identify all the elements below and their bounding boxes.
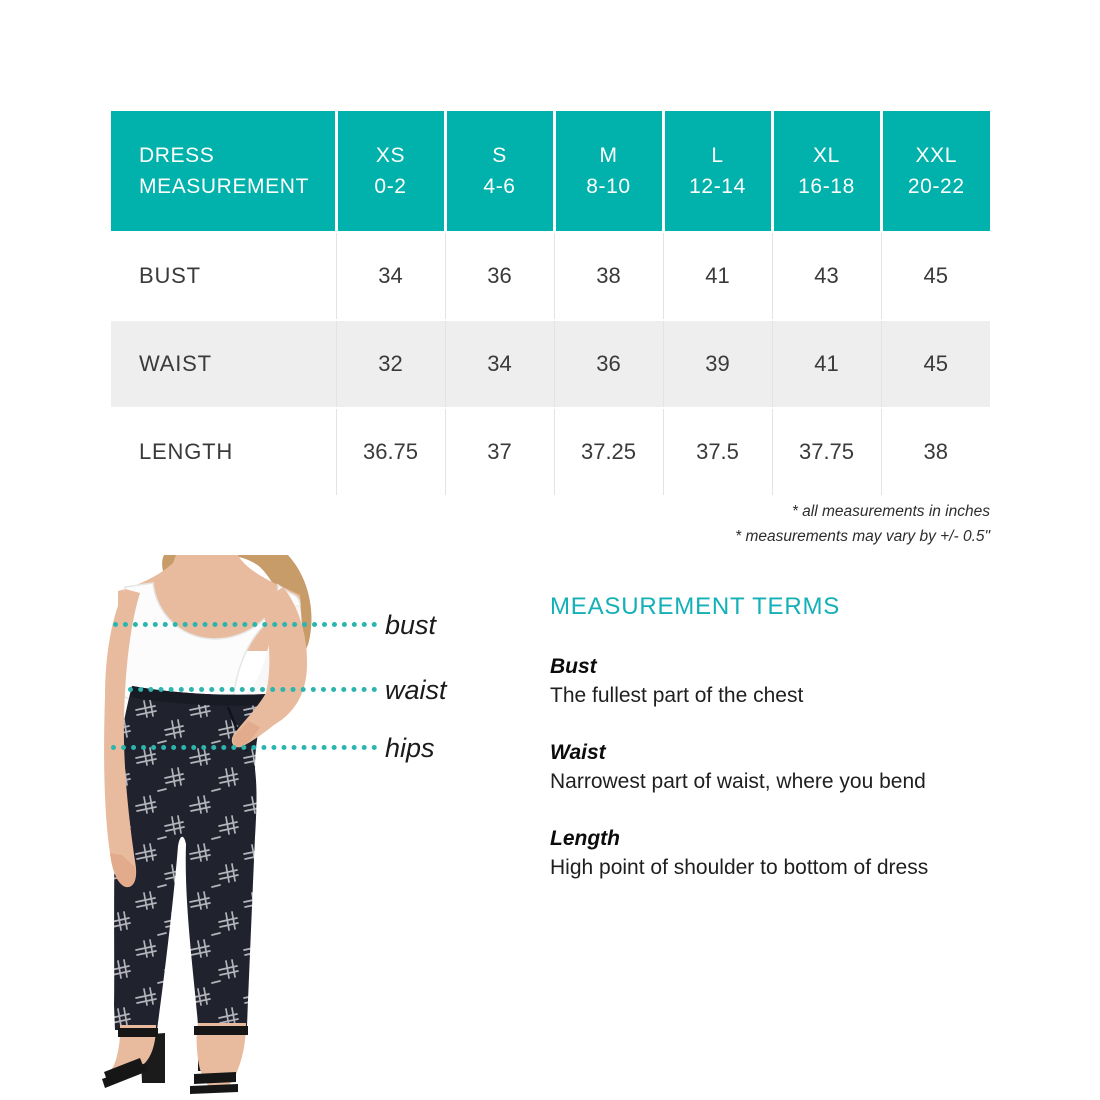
size-label: XS bbox=[375, 144, 406, 167]
table-row-bust bbox=[111, 232, 990, 320]
term-name: Waist bbox=[550, 741, 606, 764]
header-cell-xs bbox=[336, 111, 445, 232]
term-definition: High point of shoulder to bottom of dress bbox=[550, 856, 929, 879]
term-name: Bust bbox=[550, 655, 597, 678]
size-label: M bbox=[599, 144, 618, 167]
size-label: XL bbox=[813, 144, 840, 167]
cell-value: 39 bbox=[663, 320, 772, 408]
size-label: S bbox=[492, 144, 507, 167]
cell-value: 43 bbox=[772, 232, 881, 320]
size-range: 16-18 bbox=[798, 175, 855, 198]
term-item-length bbox=[550, 824, 1030, 882]
term-item-waist bbox=[550, 738, 1030, 796]
size-range: 4-6 bbox=[483, 175, 516, 198]
size-range: 20-22 bbox=[907, 175, 965, 198]
cell-value: 32 bbox=[336, 320, 445, 408]
size-label: L bbox=[711, 144, 724, 167]
cell-value: 41 bbox=[772, 320, 881, 408]
header-label-line2: MEASUREMENT bbox=[139, 175, 309, 198]
term-item-bust bbox=[550, 652, 1030, 710]
cell-value: 37.5 bbox=[663, 408, 772, 496]
terms-heading: MEASUREMENT TERMS bbox=[550, 593, 841, 620]
size-range: 12-14 bbox=[689, 175, 746, 198]
header-cell-dress-measurement bbox=[111, 111, 336, 232]
hips-line-label: hips bbox=[385, 733, 435, 763]
cell-value: 37.75 bbox=[772, 408, 881, 496]
size-range: 0-2 bbox=[374, 175, 407, 198]
row-label: BUST bbox=[111, 232, 336, 320]
cell-value: 34 bbox=[336, 232, 445, 320]
size-label: XXL bbox=[915, 144, 957, 167]
cell-value: 37 bbox=[445, 408, 554, 496]
table-row-waist bbox=[111, 320, 990, 408]
cell-value: 38 bbox=[554, 232, 663, 320]
cell-value: 36 bbox=[554, 320, 663, 408]
header-label-line1: DRESS bbox=[139, 144, 215, 167]
size-chart-table bbox=[111, 111, 990, 497]
waist-measure-line bbox=[128, 687, 377, 692]
bust-line-label: bust bbox=[385, 610, 437, 640]
cell-value: 36 bbox=[445, 232, 554, 320]
term-definition: Narrowest part of waist, where you bend bbox=[550, 770, 926, 793]
table-row-length bbox=[111, 408, 990, 496]
header-cell-s bbox=[445, 111, 554, 232]
model-illustration bbox=[78, 555, 378, 1100]
footnote-variance: * measurements may vary by +/- 0.5" bbox=[735, 528, 990, 545]
waist-line-label: waist bbox=[385, 675, 447, 705]
cell-value: 45 bbox=[881, 232, 990, 320]
size-range: 8-10 bbox=[586, 175, 631, 198]
cell-value: 41 bbox=[663, 232, 772, 320]
terms-list bbox=[550, 652, 1030, 910]
footnotes bbox=[735, 499, 990, 549]
row-label: LENGTH bbox=[111, 408, 336, 496]
header-cell-xxl bbox=[881, 111, 990, 232]
cell-value: 38 bbox=[881, 408, 990, 496]
hips-measure-line bbox=[111, 745, 377, 750]
footnote-inches: * all measurements in inches bbox=[791, 503, 990, 520]
cell-value: 34 bbox=[445, 320, 554, 408]
row-label: WAIST bbox=[111, 320, 336, 408]
term-name: Length bbox=[550, 827, 620, 850]
bust-measure-line bbox=[113, 622, 377, 627]
cell-value: 36.75 bbox=[336, 408, 445, 496]
cell-value: 37.25 bbox=[554, 408, 663, 496]
cell-value: 45 bbox=[881, 320, 990, 408]
term-definition: The fullest part of the chest bbox=[550, 684, 804, 707]
table-header-row bbox=[111, 111, 990, 232]
header-cell-xl bbox=[772, 111, 881, 232]
header-cell-m bbox=[554, 111, 663, 232]
header-cell-l bbox=[663, 111, 772, 232]
model-photo bbox=[78, 555, 378, 1100]
